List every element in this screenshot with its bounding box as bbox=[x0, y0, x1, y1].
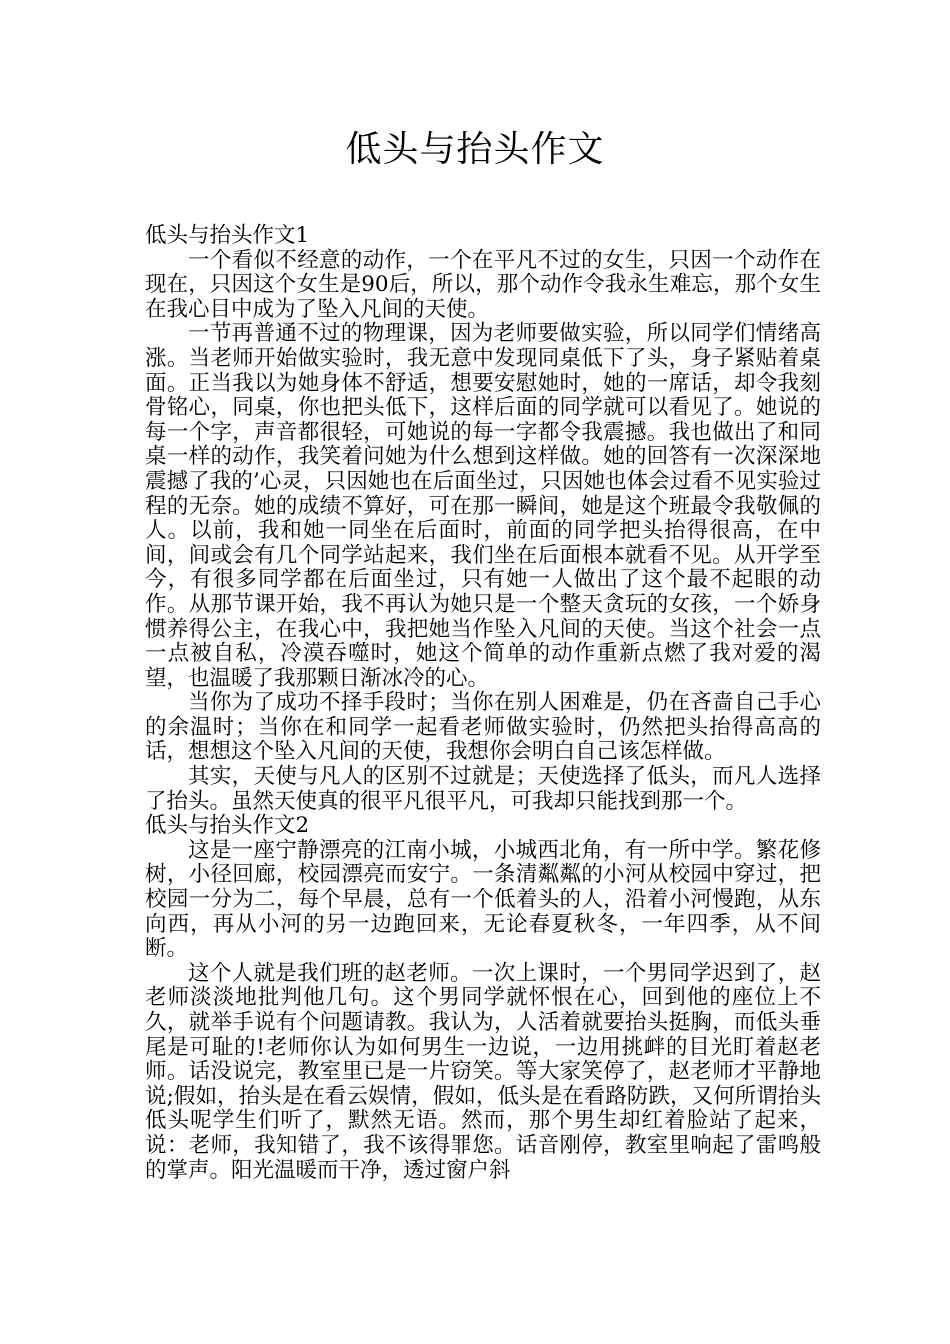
paragraph: 当你为了成功不择手段时；当你在别人困难是，仍在吝啬自己手心的余温时；当你在和同学一起看老师做实验时，仍然把头抬得高高的话，想想这个坠入凡间的天使，我想你会明白自己该怎样做。 bbox=[145, 690, 821, 765]
paragraph: 一个看似不经意的动作，一个在平凡不过的女生，只因一个动作在现在，只因这个女生是90后，所以，那个动作令我永生难忘，那个女生在我心目中成为了坠入凡间的天使。 bbox=[145, 247, 821, 322]
paragraph: 其实，天使与凡人的区别不过就是；天使选择了低头，而凡人选择了抬头。虽然天使真的很平凡很平凡，可我却只能找到那一个。 bbox=[145, 764, 821, 814]
section-heading: 低头与抬头作文2 bbox=[145, 813, 310, 839]
document-title: 低头与抬头作文 bbox=[345, 129, 605, 170]
paragraph: 一节再普通不过的物理课，因为老师要做实验，所以同学们情绪高涨。当老师开始做实验时，我无意中发现同桌低下了头，身子紧贴着桌面。正当我以为她身体不舒适，想要安慰她时，她的一席话，却令我刻骨铭心，同桌，你也把头低下，这样后面的同学就可以看见了。她说的每一个字，声音都很轻，可她说的每一字都令我震撼。我也做出了和同桌一样的动作，我笑着问她为什么想到这样做。她的回答有一次深深地震撼了我的’心灵，只因她也在后面坐过，只因她也体会过看不见实验过程的无奈。她的成绩不算好，可在那一瞬间，她是这个班最令我敬佩的人。以前，我和她一同坐在后面时，前面的同学把头抬得很高，在中间，间或会有几个同学站起来，我们坐在后面根本就看不见。从开学至今，有很多同学都在后面坐过，只有她一人做出了这个最不起眼的动作。从那节课开始，我不再认为她只是一个整天贪玩的女孩，一个娇身惯养得公主，在我心中，我把她当作坠入凡间的天使。当这个社会一点一点被自私，冷漠吞噬时，她这个简单的动作重新点燃了我对爱的渴望，也温暖了我那颗日渐冰冷的心。 bbox=[145, 321, 821, 691]
section-heading: 低头与抬头作文1 bbox=[145, 223, 310, 248]
paragraph: 这个人就是我们班的赵老师。一次上课时，一个男同学迟到了，赵老师淡淡地批判他几句。这个男同学就怀恨在心，回到他的座位上不久，就举手说有个问题请教。我认为，人活着就要抬头挺胸，而低头垂尾是可耻的!老师你认为如何男生一边说，一边用挑衅的目光盯着赵老师。话没说完，教室里已是一片窃笑。等大家笑停了，赵老师才平静地说;假如，抬头是在看云娱情，假如，低头是在看路防跌，又何所谓抬头低头呢学生们听了，默然无语。然而，那个男生却红着脸站了起来，说：老师，我知错了，我不该得罪您。话音刚停，教室里响起了雷鸣般的掌声。阳光温暖而干净，透过窗户斜 bbox=[145, 960, 821, 1183]
document-body bbox=[145, 224, 821, 1183]
paragraph: 这是一座宁静漂亮的江南小城，小城西北角，有一所中学。繁花修树，小径回廊，校园漂亮而安宁。一条清粼粼的小河从校园中穿过，把校园一分为二，每个早晨，总有一个低着头的人，沿着小河慢跑，从东向西，再从小河的另一边跑回来，无论春夏秋冬，一年四季，从不间断。 bbox=[145, 837, 821, 962]
